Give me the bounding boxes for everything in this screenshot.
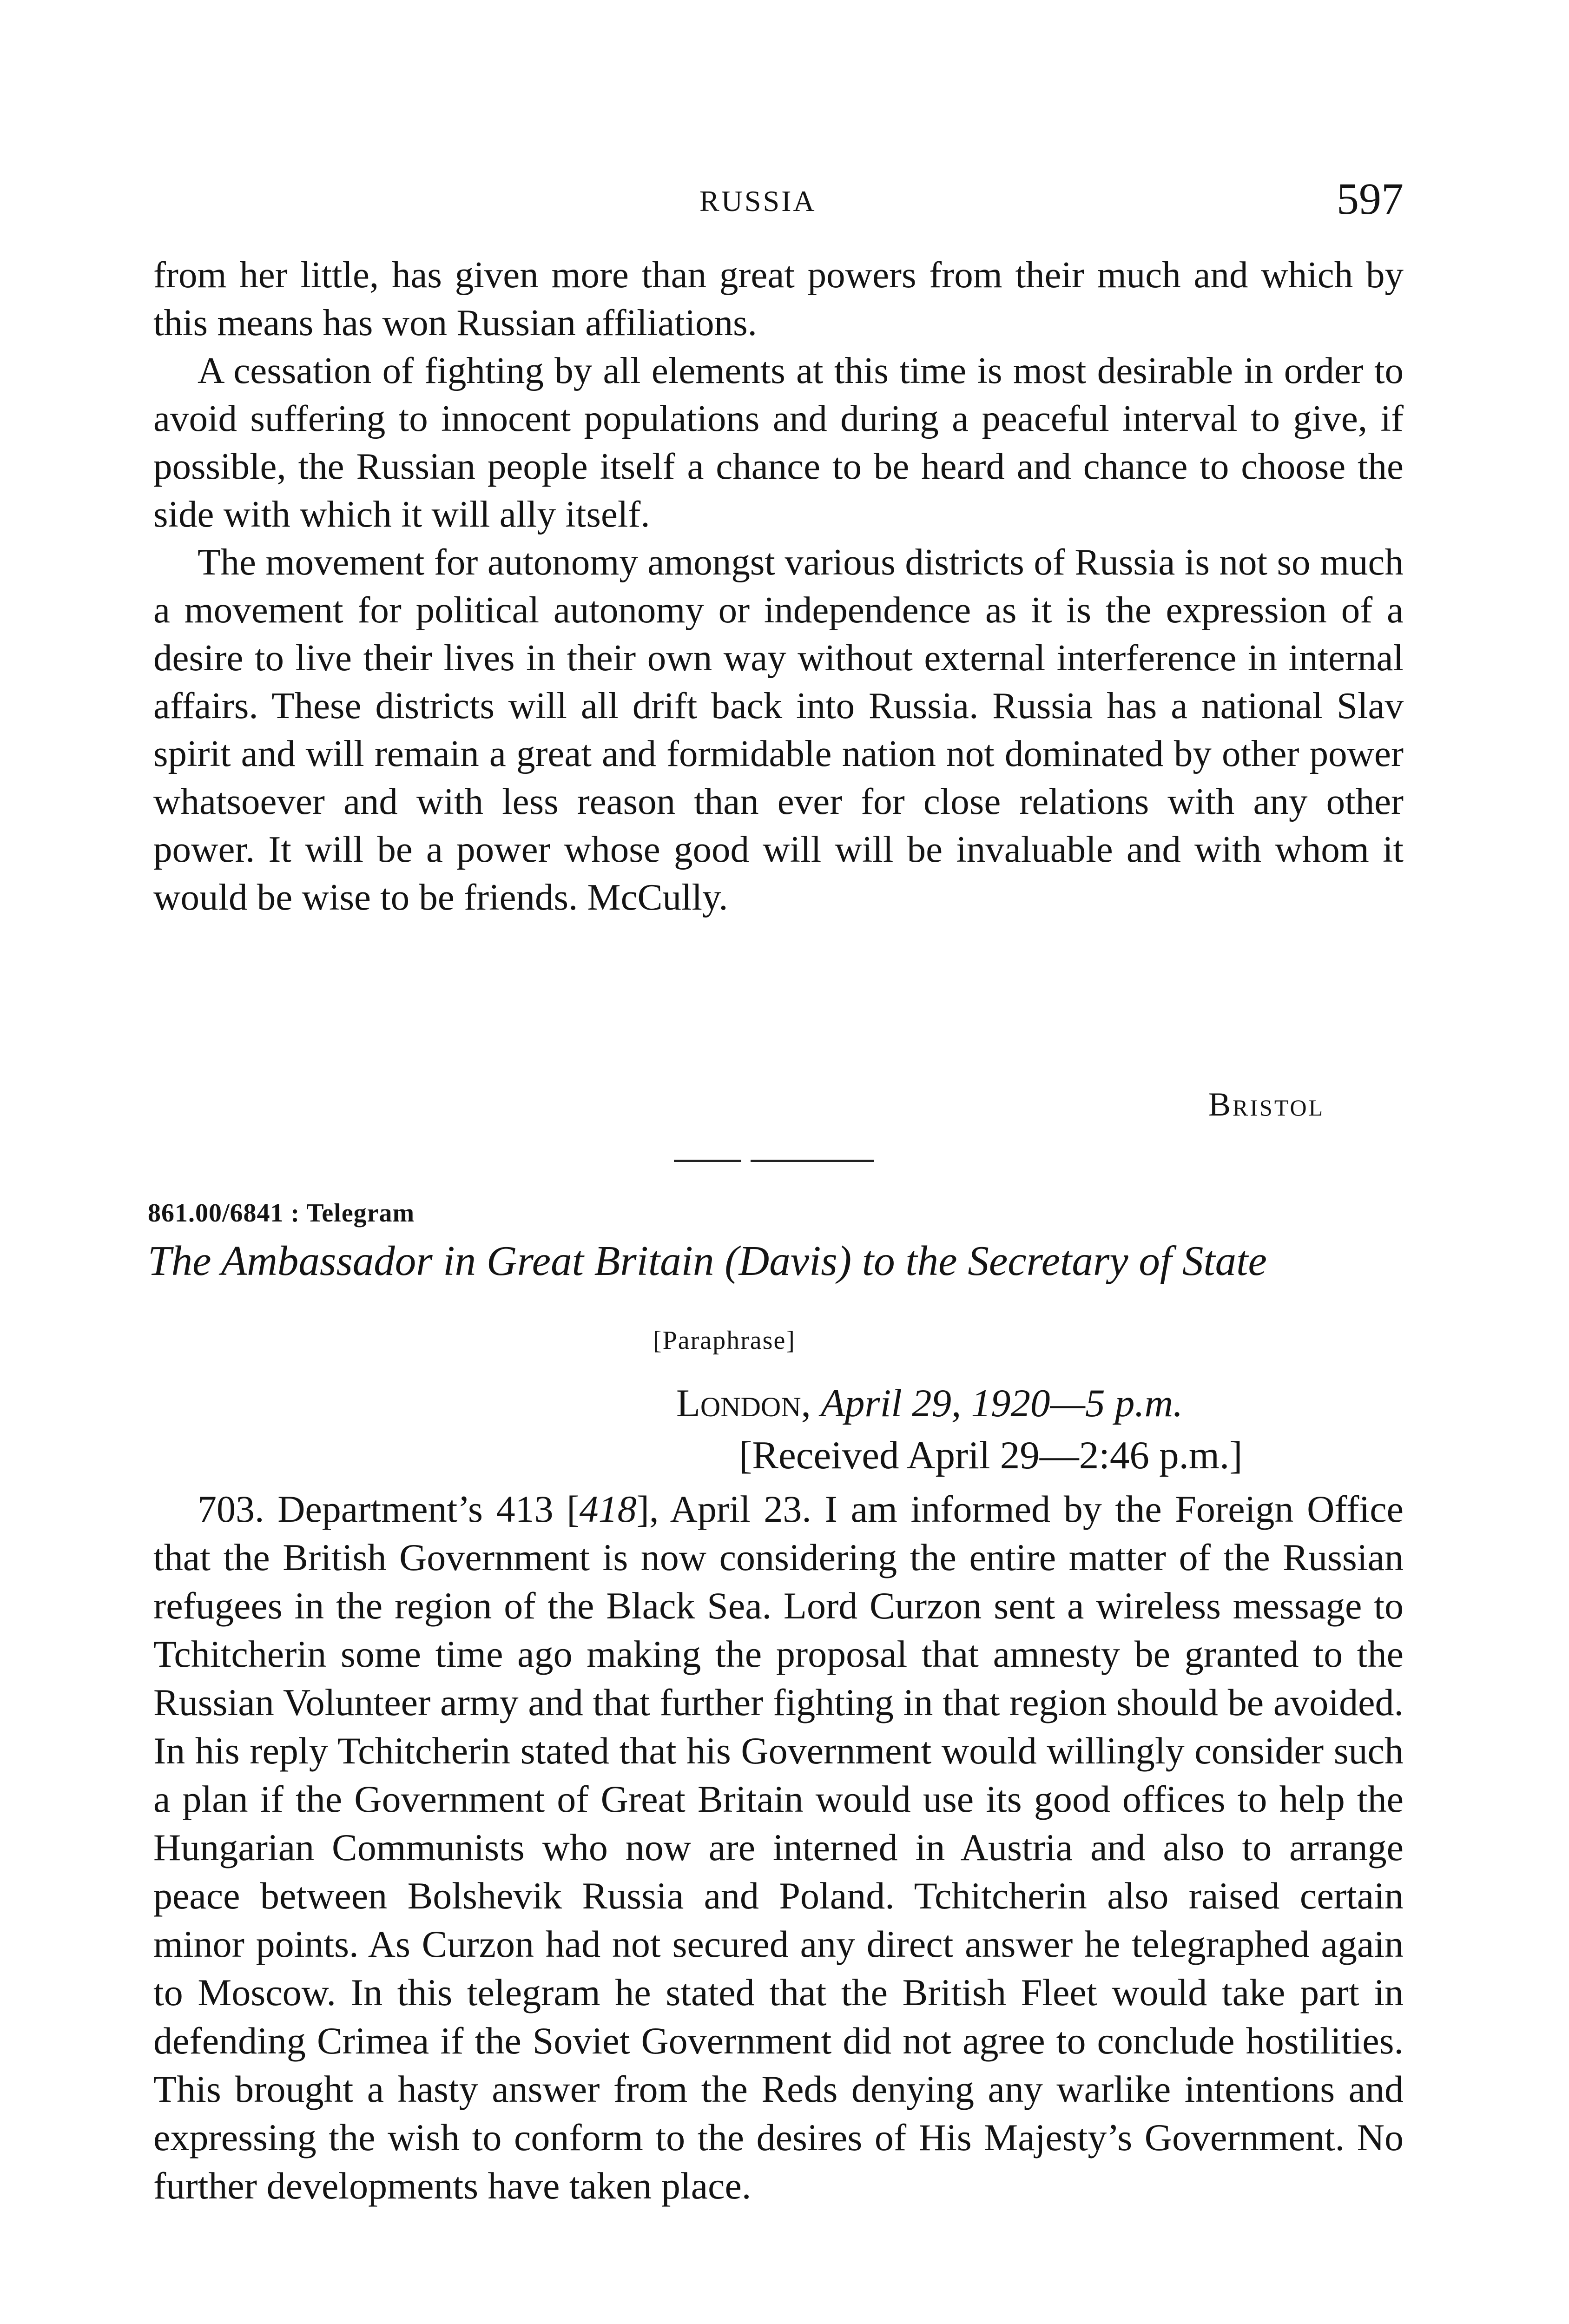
dateline-place: London, [676, 1381, 811, 1425]
paragraph-continuation: from her little, has given more than great powers from their much and which by this means has won Russian affiliations. [153, 254, 1404, 343]
paragraph-cessation: A cessation of fighting by all elements at this time is most desirable in order to avoid suffering to innocent populations and during a peaceful interval to give, if possible, the Russian people itself a chance to be heard and chance to choose the side with which it will ally itself. [153, 350, 1404, 535]
document-title: The Ambassador in Great Britain (Davis) to the Secretary of State [148, 1237, 1267, 1284]
divider-segment-short [674, 1160, 741, 1162]
paraphrase-note: [Paraphrase] [653, 1326, 796, 1355]
received-note: [Received April 29—2:46 p.m.] [739, 1433, 1243, 1477]
running-head: RUSSIA [699, 185, 817, 218]
section-divider [674, 1160, 874, 1162]
paragraph-autonomy: The movement for autonomy amongst various districts of Russia is not so much a movement for political autonomy or independence as it is the expression of a desire to live their lives in their own way without external interference in internal affairs. These districts will all drift back into Russia. Russia has a national Slav spirit and will remain a great and formidable nation not dominated by other power whatsoever and with less reason than ever for close relations with any other power. It will be a power whose good will will be invaluable and with whom it would be wise to be friends. McCully. [153, 541, 1404, 918]
continued-telegram-text [153, 251, 1404, 921]
telegram-body [153, 1485, 1404, 2210]
file-reference: 861.00/6841 : Telegram [148, 1199, 415, 1228]
signature-bristol: Bristol [1208, 1086, 1325, 1123]
dateline [676, 1380, 1183, 1426]
corrected-reference: 418 [579, 1488, 637, 1530]
divider-segment-long [751, 1160, 874, 1162]
paragraph-telegram-703 [153, 1485, 1404, 2210]
page-number: 597 [1337, 174, 1404, 224]
telegram-rest: ], April 23. I am informed by the Foreign Office that the British Government is now considering the entire matter of the Russian refugees in the region of the Black Sea. Lord Curzon sent a wireless message to Tchitcherin some time ago making the proposal that amnesty be granted to the Russian Volunteer army and that further fighting in that region should be avoided. In his reply Tchitcherin stated that his Government would willingly consider such a plan if the Government of Great Britain would use its good offices to help the Hungarian Communists who now are interned in Austria and also to arrange peace between Bolshevik Russia and Poland. Tchitcherin also raised certain minor points. As Curzon had not secured any direct answer he telegraphed again to Moscow. In this telegram he stated that the British Fleet would take part in defending Crimea if the Soviet Government did not agree to conclude hostilities. This brought a hasty answer from the Reds denying any warlike intentions and expressing the wish to conform to the desires of His Majesty’s Government. No further developments have taken place. [153, 1488, 1404, 2207]
telegram-lead: 703. Department’s 413 [ [198, 1488, 580, 1530]
dateline-date: April 29, 1920—5 p.m. [821, 1381, 1183, 1425]
page-header [153, 173, 1404, 224]
